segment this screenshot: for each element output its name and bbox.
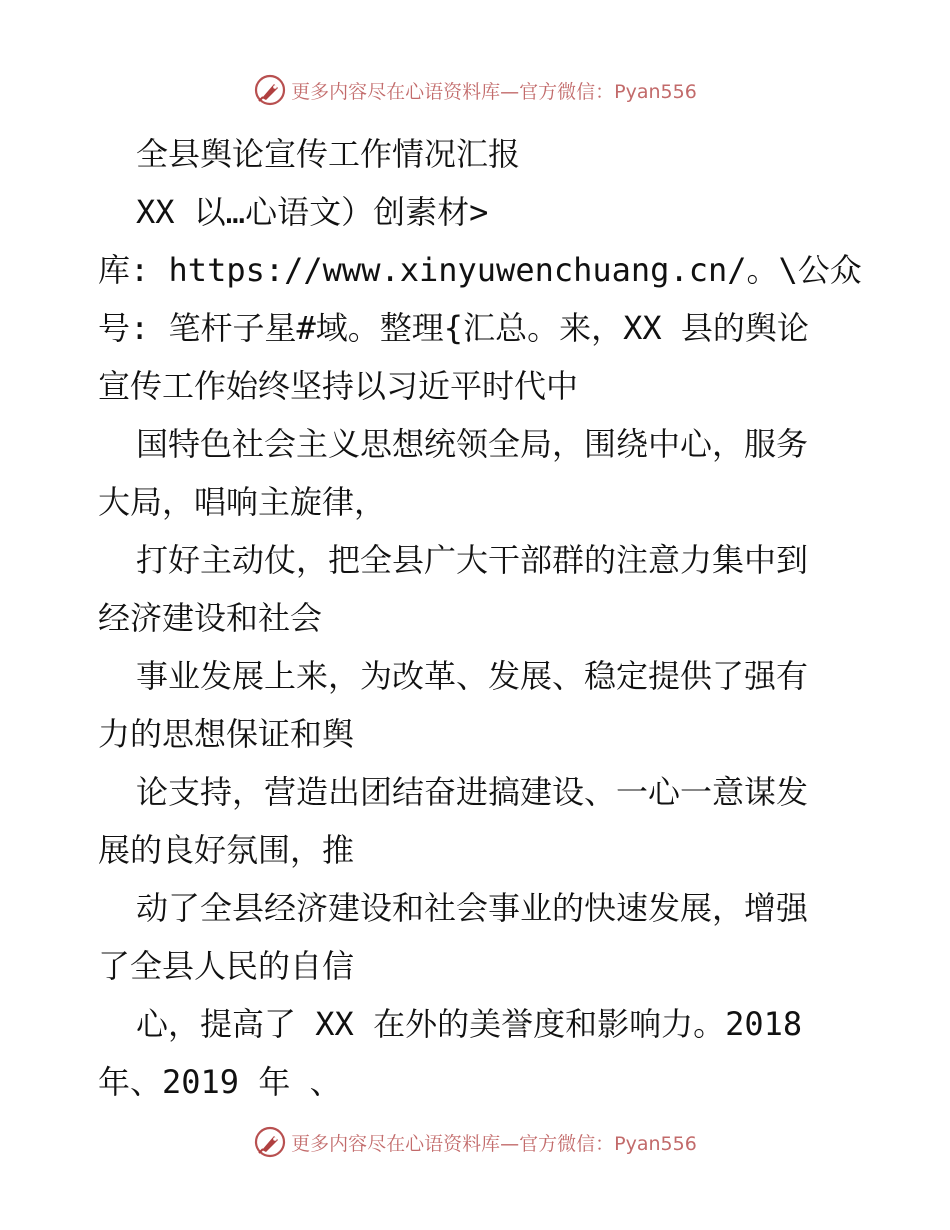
body-line: 动了全县经济建设和社会事业的快速发展，增强 xyxy=(136,889,809,927)
body-line: 展的良好氛围，推 xyxy=(98,831,355,869)
body-line: 心，提高了 XX 在外的美誉度和影响力。2018 xyxy=(136,1005,803,1043)
body-line: 年、2019 年 、 xyxy=(98,1063,342,1101)
body-line: 库: https://www.xinyuwenchuang.cn/。\公众 xyxy=(98,251,862,289)
footer-watermark xyxy=(0,1122,950,1162)
body-line: 力的思想保证和舆 xyxy=(98,715,355,753)
body-line: 打好主动仗，把全县广大干部群的注意力集中到 xyxy=(136,541,809,579)
pen-nib-circle-icon xyxy=(253,1125,287,1159)
body-line: 大局，唱响主旋律， xyxy=(98,483,387,521)
body-line: 宣传工作始终坚持以习近平时代中 xyxy=(98,367,579,405)
watermark-text: 更多内容尽在心语资料库—官方微信：Pyan556 xyxy=(291,1132,697,1155)
document-title: 全县舆论宣传工作情况汇报 xyxy=(136,135,521,173)
body-line: 经济建设和社会 xyxy=(98,599,323,637)
document-body xyxy=(98,125,862,1111)
body-line: 号: 笔杆子星#域。整理{汇总。来，XX 县的舆论 xyxy=(98,309,809,347)
header-watermark xyxy=(0,70,950,110)
body-line: 了全县人民的自信 xyxy=(98,947,355,985)
body-line: 论支持，营造出团结奋进搞建设、一心一意谋发 xyxy=(136,773,809,811)
body-line: 事业发展上来，为改革、发展、稳定提供了强有 xyxy=(136,657,809,695)
body-line: 国特色社会主义思想统领全局，围绕中心，服务 xyxy=(136,425,809,463)
body-line: XX 以…心语文）创素材> xyxy=(136,193,489,231)
watermark-text: 更多内容尽在心语资料库—官方微信：Pyan556 xyxy=(291,80,697,103)
pen-nib-circle-icon xyxy=(253,73,287,107)
